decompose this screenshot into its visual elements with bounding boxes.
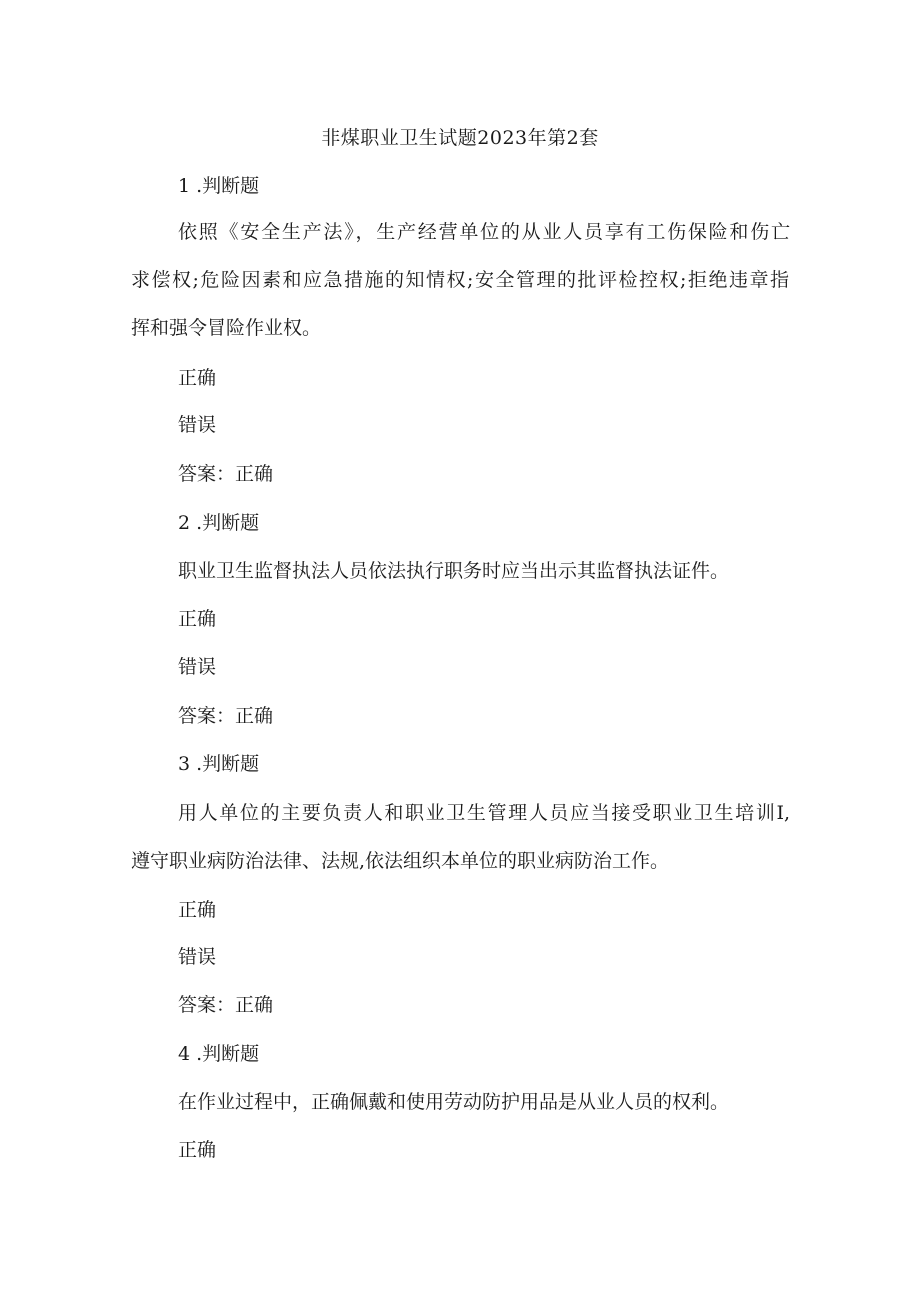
question-3-header: 3 .判断题 [178, 753, 260, 775]
question-2-header: 2 .判断题 [178, 512, 260, 534]
question-1-option-true: 正确 [178, 367, 217, 389]
document-title: 非煤职业卫生试题2023年第2套 [321, 127, 599, 149]
question-1-option-false: 错误 [178, 414, 217, 436]
question-3-text-line-1: 用人单位的主要负责人和职业卫生管理人员应当接受职业卫生培训I, [178, 802, 790, 824]
question-3-option-false: 错误 [178, 946, 217, 968]
question-4-option-true: 正确 [178, 1139, 217, 1161]
question-3-text-line-2: 遵守职业病防治法律、法规,依法组织本单位的职业病防治工作。 [131, 850, 670, 872]
question-3-answer: 答案：正确 [178, 994, 274, 1016]
question-1-text-line-2: 求偿权;危险因素和应急措施的知情权;安全管理的批评检控权;拒绝违章指 [131, 269, 789, 291]
question-2-text-line-1: 职业卫生监督执法人员依法执行职务时应当出示其监督执法证件。 [178, 560, 730, 582]
question-1-header: 1 .判断题 [178, 175, 260, 197]
question-1-text-line-3: 挥和强令冒险作业权。 [131, 317, 322, 339]
question-2-option-false: 错误 [178, 656, 217, 678]
question-3-option-true: 正确 [178, 899, 217, 921]
question-4-header: 4 .判断题 [178, 1043, 260, 1065]
question-2-option-true: 正确 [178, 608, 217, 630]
question-1-answer: 答案：正确 [178, 463, 274, 485]
question-2-answer: 答案：正确 [178, 705, 274, 727]
question-4-text-line-1: 在作业过程中，正确佩戴和使用劳动防护用品是从业人员的权利。 [178, 1091, 730, 1113]
question-1-text-line-1: 依照《安全生产法》，生产经营单位的从业人员享有工伤保险和伤亡 [178, 221, 790, 243]
